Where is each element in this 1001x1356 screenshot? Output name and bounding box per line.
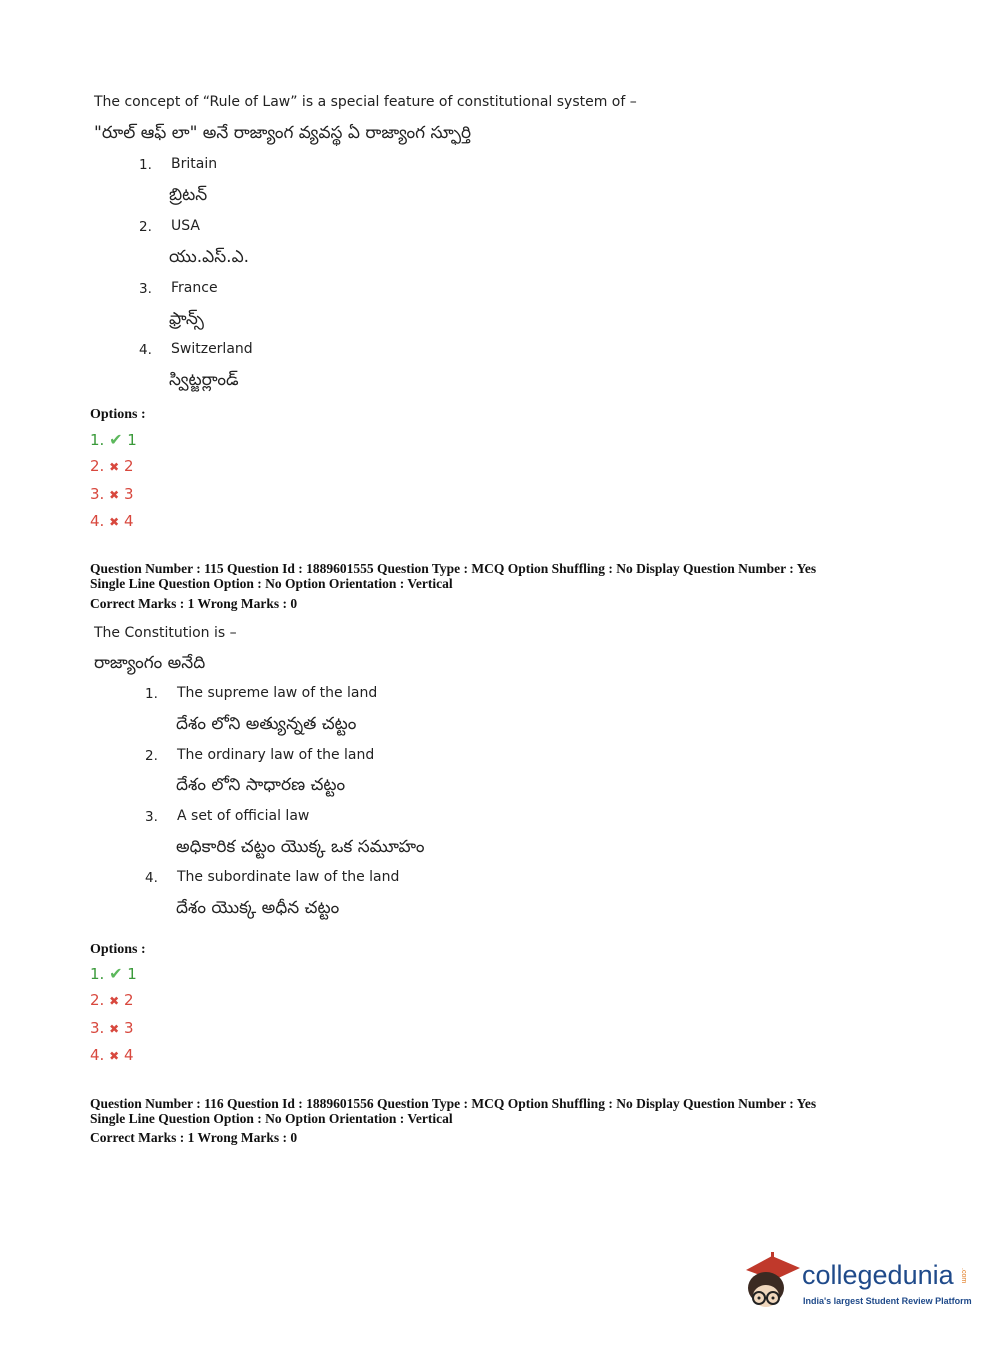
cross-icon: ✖: [109, 1049, 120, 1063]
choice-text-en: A set of official law: [177, 808, 310, 824]
logo-tagline: India's largest Student Review Platform: [803, 1296, 972, 1306]
question-text-en: The concept of “Rule of Law” is a special feature of constitutional system of –: [94, 94, 637, 110]
answer-option-wrong: [90, 991, 133, 1009]
choice-text-te: అధికారిక చట్టం యొక్క ఒక సమూహం: [176, 837, 425, 857]
cross-icon: ✖: [109, 1022, 120, 1036]
answer-value: 4: [123, 512, 134, 530]
answer-option-wrong: [90, 1046, 133, 1064]
question-text-te: "రూల్ ఆఫ్ లా" అనే రాజ్యాంగ వ్యవస్థ ఏ రాజ్యాంగ స్ఫూర్తి: [94, 123, 472, 143]
choice-text-te: ఫ్రాన్స్: [169, 309, 204, 329]
question-header: Question Number : 116 Question Id : 1889601556 Question Type : MCQ Option Shuffling : No Display Question Number : Yes: [90, 1096, 817, 1111]
question-header: Single Line Question Option : No Option Orientation : Vertical: [90, 576, 453, 591]
question-text-te: రాజ్యాంగం అనేది: [94, 653, 206, 673]
options-label: Options :: [90, 942, 146, 957]
question-text-en: The Constitution is –: [94, 625, 237, 641]
choice-number: 1.: [139, 157, 152, 173]
answer-number: 4.: [90, 1046, 105, 1064]
choice-text-te: దేశం యొక్క అధీన చట్టం: [176, 898, 340, 918]
answer-number: 4.: [90, 512, 105, 530]
choice-text-te: దేశం లోని సాధారణ చట్టం: [176, 775, 346, 795]
options-label: Options :: [90, 407, 146, 422]
cross-icon: ✖: [109, 488, 120, 502]
choice-text-en: The ordinary law of the land: [177, 747, 375, 763]
question-header: Single Line Question Option : No Option Orientation : Vertical: [90, 1111, 453, 1126]
choice-number: 3.: [139, 281, 152, 297]
choice-number: 2.: [145, 748, 158, 764]
choice-text-en: The supreme law of the land: [177, 685, 378, 701]
choice-text-en: France: [171, 280, 218, 296]
choice-number: 4.: [145, 870, 158, 886]
logo-suffix: .com: [960, 1268, 967, 1284]
collegedunia-logo: [742, 1248, 972, 1320]
answer-value: 2: [123, 457, 134, 475]
check-icon: ✔: [109, 964, 123, 983]
logo-wordmark: collegedunia: [802, 1260, 954, 1290]
choice-text-te: దేశం లోని అత్యున్నత చట్టం: [176, 714, 357, 734]
choice-text-en: Switzerland: [171, 341, 253, 357]
answer-number: 3.: [90, 1019, 105, 1037]
answer-value: 3: [123, 1019, 134, 1037]
choice-text-te: స్విట్జర్లాండ్: [169, 370, 239, 390]
cross-icon: ✖: [109, 460, 120, 474]
answer-option-wrong: [90, 485, 133, 503]
cross-icon: ✖: [109, 994, 120, 1008]
choice-text-en: USA: [171, 218, 200, 234]
answer-value: 1: [127, 965, 137, 983]
answer-option-wrong: [90, 512, 133, 530]
answer-option-correct: [90, 964, 137, 983]
answer-value: 4: [123, 1046, 134, 1064]
choice-text-te: యు.ఎస్.ఎ.: [169, 247, 250, 267]
choice-number: 2.: [139, 219, 152, 235]
answer-number: 1.: [90, 965, 105, 983]
choice-text-en: The subordinate law of the land: [177, 869, 400, 885]
question-marks: Correct Marks : 1 Wrong Marks : 0: [90, 596, 298, 611]
choice-text-te: బ్రిటన్: [169, 185, 208, 205]
answer-number: 2.: [90, 457, 105, 475]
cross-icon: ✖: [109, 515, 120, 529]
answer-value: 1: [127, 431, 137, 449]
answer-number: 3.: [90, 485, 105, 503]
answer-number: 1.: [90, 431, 105, 449]
question-header: Question Number : 115 Question Id : 1889601555 Question Type : MCQ Option Shuffling : No Display Question Number : Yes: [90, 561, 817, 576]
choice-number: 4.: [139, 342, 152, 358]
choice-number: 1.: [145, 686, 158, 702]
mascot-icon: [742, 1248, 804, 1320]
answer-value: 2: [123, 991, 134, 1009]
question-marks: Correct Marks : 1 Wrong Marks : 0: [90, 1130, 298, 1145]
answer-option-wrong: [90, 1019, 133, 1037]
check-icon: ✔: [109, 430, 123, 449]
choice-number: 3.: [145, 809, 158, 825]
answer-value: 3: [123, 485, 134, 503]
answer-option-correct: [90, 430, 137, 449]
answer-number: 2.: [90, 991, 105, 1009]
choice-text-en: Britain: [171, 156, 218, 172]
answer-option-wrong: [90, 457, 133, 475]
